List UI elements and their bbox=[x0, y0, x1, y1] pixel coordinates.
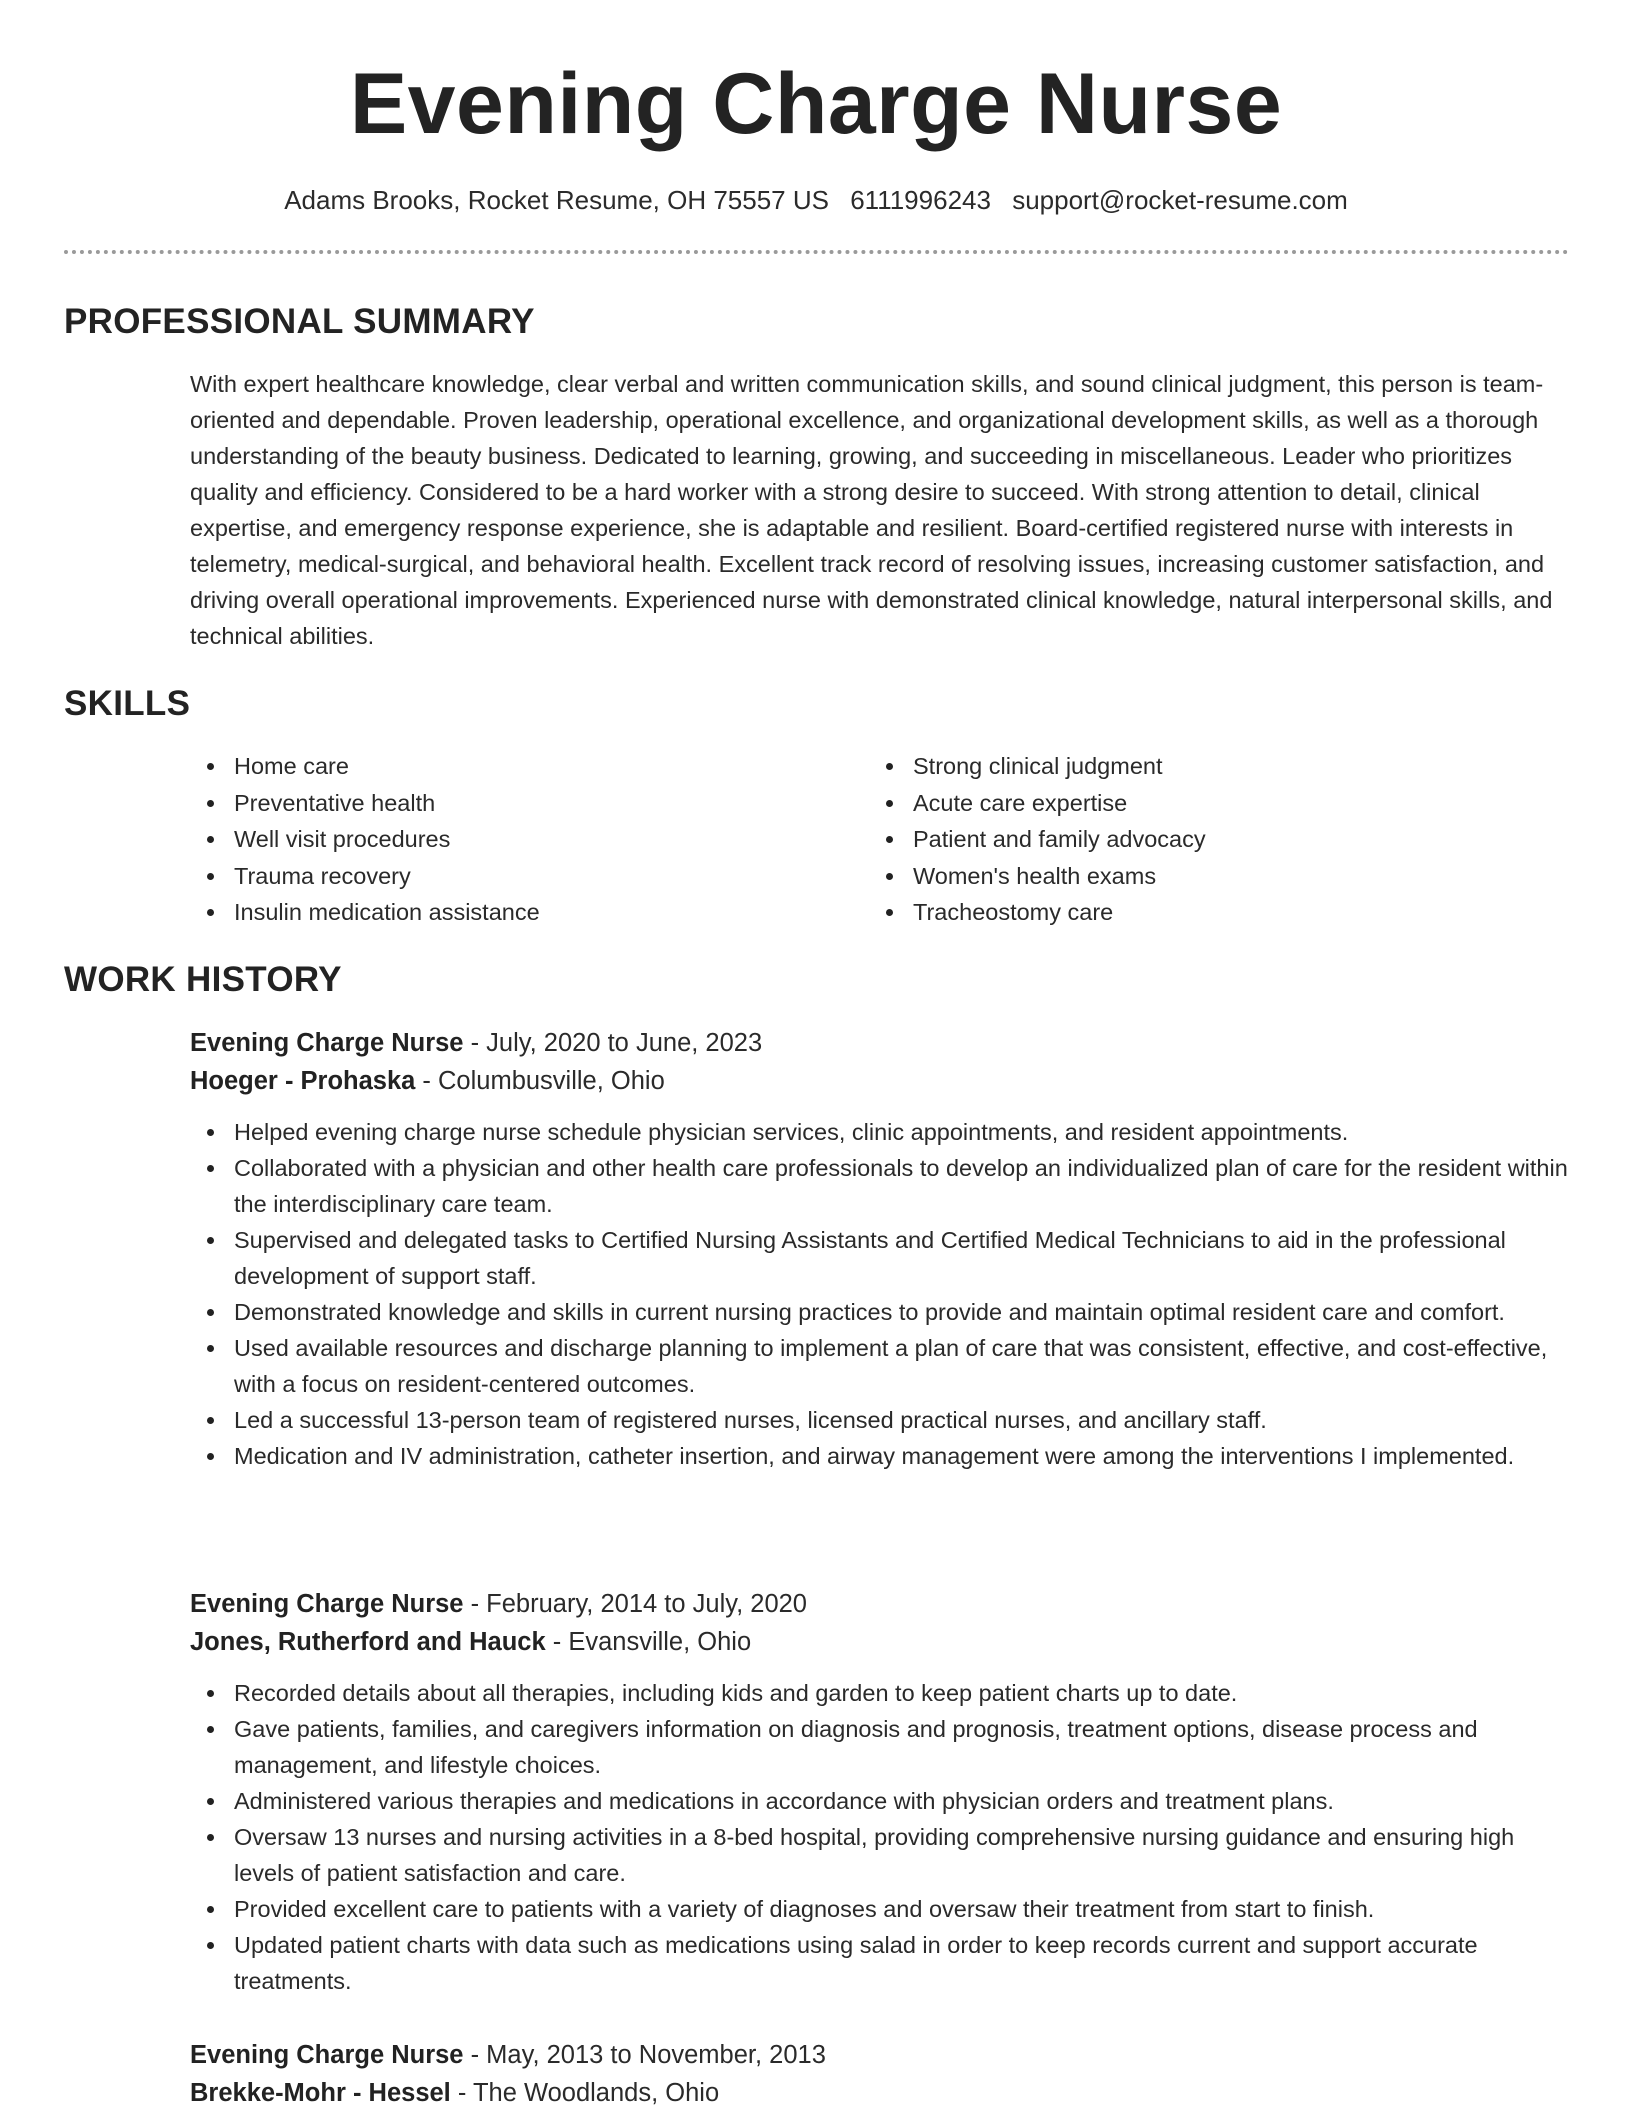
duty-item: Helped evening charge nurse schedule physician services, clinic appointments, and resident appointments. bbox=[190, 1114, 1570, 1150]
contact-address: Adams Brooks, Rocket Resume, OH 75557 US bbox=[284, 185, 829, 215]
duty-item: Administered various therapies and medications in accordance with physician orders and treatment plans. bbox=[190, 1783, 1570, 1819]
section-title-work-history: WORK HISTORY bbox=[64, 960, 342, 999]
job-employer: Brekke-Mohr - Hessel bbox=[190, 2079, 451, 2107]
skill-item: Preventative health bbox=[190, 785, 790, 822]
job-entry bbox=[190, 2036, 1570, 2112]
duty-item: Led a successful 13-person team of registered nurses, licensed practical nurses, and ancillary staff. bbox=[190, 1402, 1570, 1438]
job-title: Evening Charge Nurse bbox=[190, 1029, 464, 1057]
section-title-summary: PROFESSIONAL SUMMARY bbox=[64, 302, 535, 341]
skills-list-right bbox=[869, 748, 1469, 931]
job-location: - The Woodlands, Ohio bbox=[450, 2079, 720, 2107]
skill-item: Acute care expertise bbox=[869, 785, 1469, 822]
skills-list-left bbox=[190, 748, 790, 931]
job-employer: Hoeger - Prohaska bbox=[190, 1067, 416, 1095]
skill-item: Trauma recovery bbox=[190, 858, 790, 895]
skill-item: Patient and family advocacy bbox=[869, 821, 1469, 858]
job-duties-list bbox=[190, 1675, 1570, 1999]
section-title-skills: SKILLS bbox=[64, 684, 191, 723]
job-dates: - July, 2020 to June, 2023 bbox=[463, 1029, 763, 1057]
skill-item: Home care bbox=[190, 748, 790, 785]
job-title-line bbox=[190, 2036, 1570, 2074]
skill-item: Insulin medication assistance bbox=[190, 894, 790, 931]
contact-line bbox=[0, 182, 1632, 218]
job-employer: Jones, Rutherford and Hauck bbox=[190, 1628, 546, 1656]
job-dates: - February, 2014 to July, 2020 bbox=[463, 1590, 807, 1618]
duty-item: Oversaw 13 nurses and nursing activities in a 8-bed hospital, providing comprehensive nursing guidance and ensuring high levels of patient satisfaction and care. bbox=[190, 1819, 1570, 1891]
summary-text: With expert healthcare knowledge, clear verbal and written communication skills, and sound clinical judgment, this person is team-oriented and dependable. Proven leadership, operational excellence, and organizational development skills, as well as a thorough understanding of the beauty business. Dedicated to learning, growing, and succeeding in miscellaneous. Leader who prioritizes quality and efficiency. Considered to be a hard worker with a strong desire to succeed. With strong attention to detail, clinical expertise, and emergency response experience, she is adaptable and resilient. Board-certified registered nurse with interests in telemetry, medical-surgical, and behavioral health. Excellent track record of resolving issues, increasing customer satisfaction, and driving overall operational improvements. Experienced nurse with demonstrated clinical knowledge, natural interpersonal skills, and technical abilities. bbox=[190, 371, 1553, 649]
duty-item: Recorded details about all therapies, including kids and garden to keep patient charts up to date. bbox=[190, 1675, 1570, 1711]
duty-item: Gave patients, families, and caregivers information on diagnosis and prognosis, treatment options, disease process and management, and lifestyle choices. bbox=[190, 1711, 1570, 1783]
job-title: Evening Charge Nurse bbox=[190, 1590, 464, 1618]
job-location: - Evansville, Ohio bbox=[545, 1628, 752, 1656]
header-divider bbox=[64, 250, 1569, 254]
duty-item: Demonstrated knowledge and skills in current nursing practices to provide and maintain optimal resident care and comfort. bbox=[190, 1294, 1570, 1330]
job-title-line bbox=[190, 1024, 1570, 1062]
duty-item: Used available resources and discharge planning to implement a plan of care that was consistent, effective, and cost-effective, with a focus on resident-centered outcomes. bbox=[190, 1330, 1570, 1402]
duty-item: Collaborated with a physician and other health care professionals to develop an individualized plan of care for the resident within the interdisciplinary care team. bbox=[190, 1150, 1570, 1222]
duty-item: Supervised and delegated tasks to Certified Nursing Assistants and Certified Medical Technicians to aid in the professional development of support staff. bbox=[190, 1222, 1570, 1294]
resume-title: Evening Charge Nurse bbox=[349, 56, 1283, 152]
contact-email: support@rocket-resume.com bbox=[1012, 185, 1348, 215]
duty-item: Updated patient charts with data such as medications using salad in order to keep records current and support accurate treatments. bbox=[190, 1927, 1570, 1999]
job-employer-line bbox=[190, 2074, 1570, 2112]
job-entry bbox=[190, 1585, 1570, 1999]
job-entry bbox=[190, 1024, 1570, 1474]
job-dates: - May, 2013 to November, 2013 bbox=[463, 2041, 826, 2069]
duty-item: Provided excellent care to patients with a variety of diagnoses and oversaw their treatment from start to finish. bbox=[190, 1891, 1570, 1927]
job-duties-list bbox=[190, 1114, 1570, 1474]
skill-item: Tracheostomy care bbox=[869, 894, 1469, 931]
job-title: Evening Charge Nurse bbox=[190, 2041, 464, 2069]
skill-item: Strong clinical judgment bbox=[869, 748, 1469, 785]
duty-item: Medication and IV administration, catheter insertion, and airway management were among the interventions I implemented. bbox=[190, 1438, 1570, 1474]
skill-item: Well visit procedures bbox=[190, 821, 790, 858]
job-employer-line bbox=[190, 1623, 1570, 1661]
contact-phone: 6111996243 bbox=[850, 185, 991, 215]
job-employer-line bbox=[190, 1062, 1570, 1100]
job-title-line bbox=[190, 1585, 1570, 1623]
skill-item: Women's health exams bbox=[869, 858, 1469, 895]
job-location: - Columbusville, Ohio bbox=[415, 1067, 665, 1095]
